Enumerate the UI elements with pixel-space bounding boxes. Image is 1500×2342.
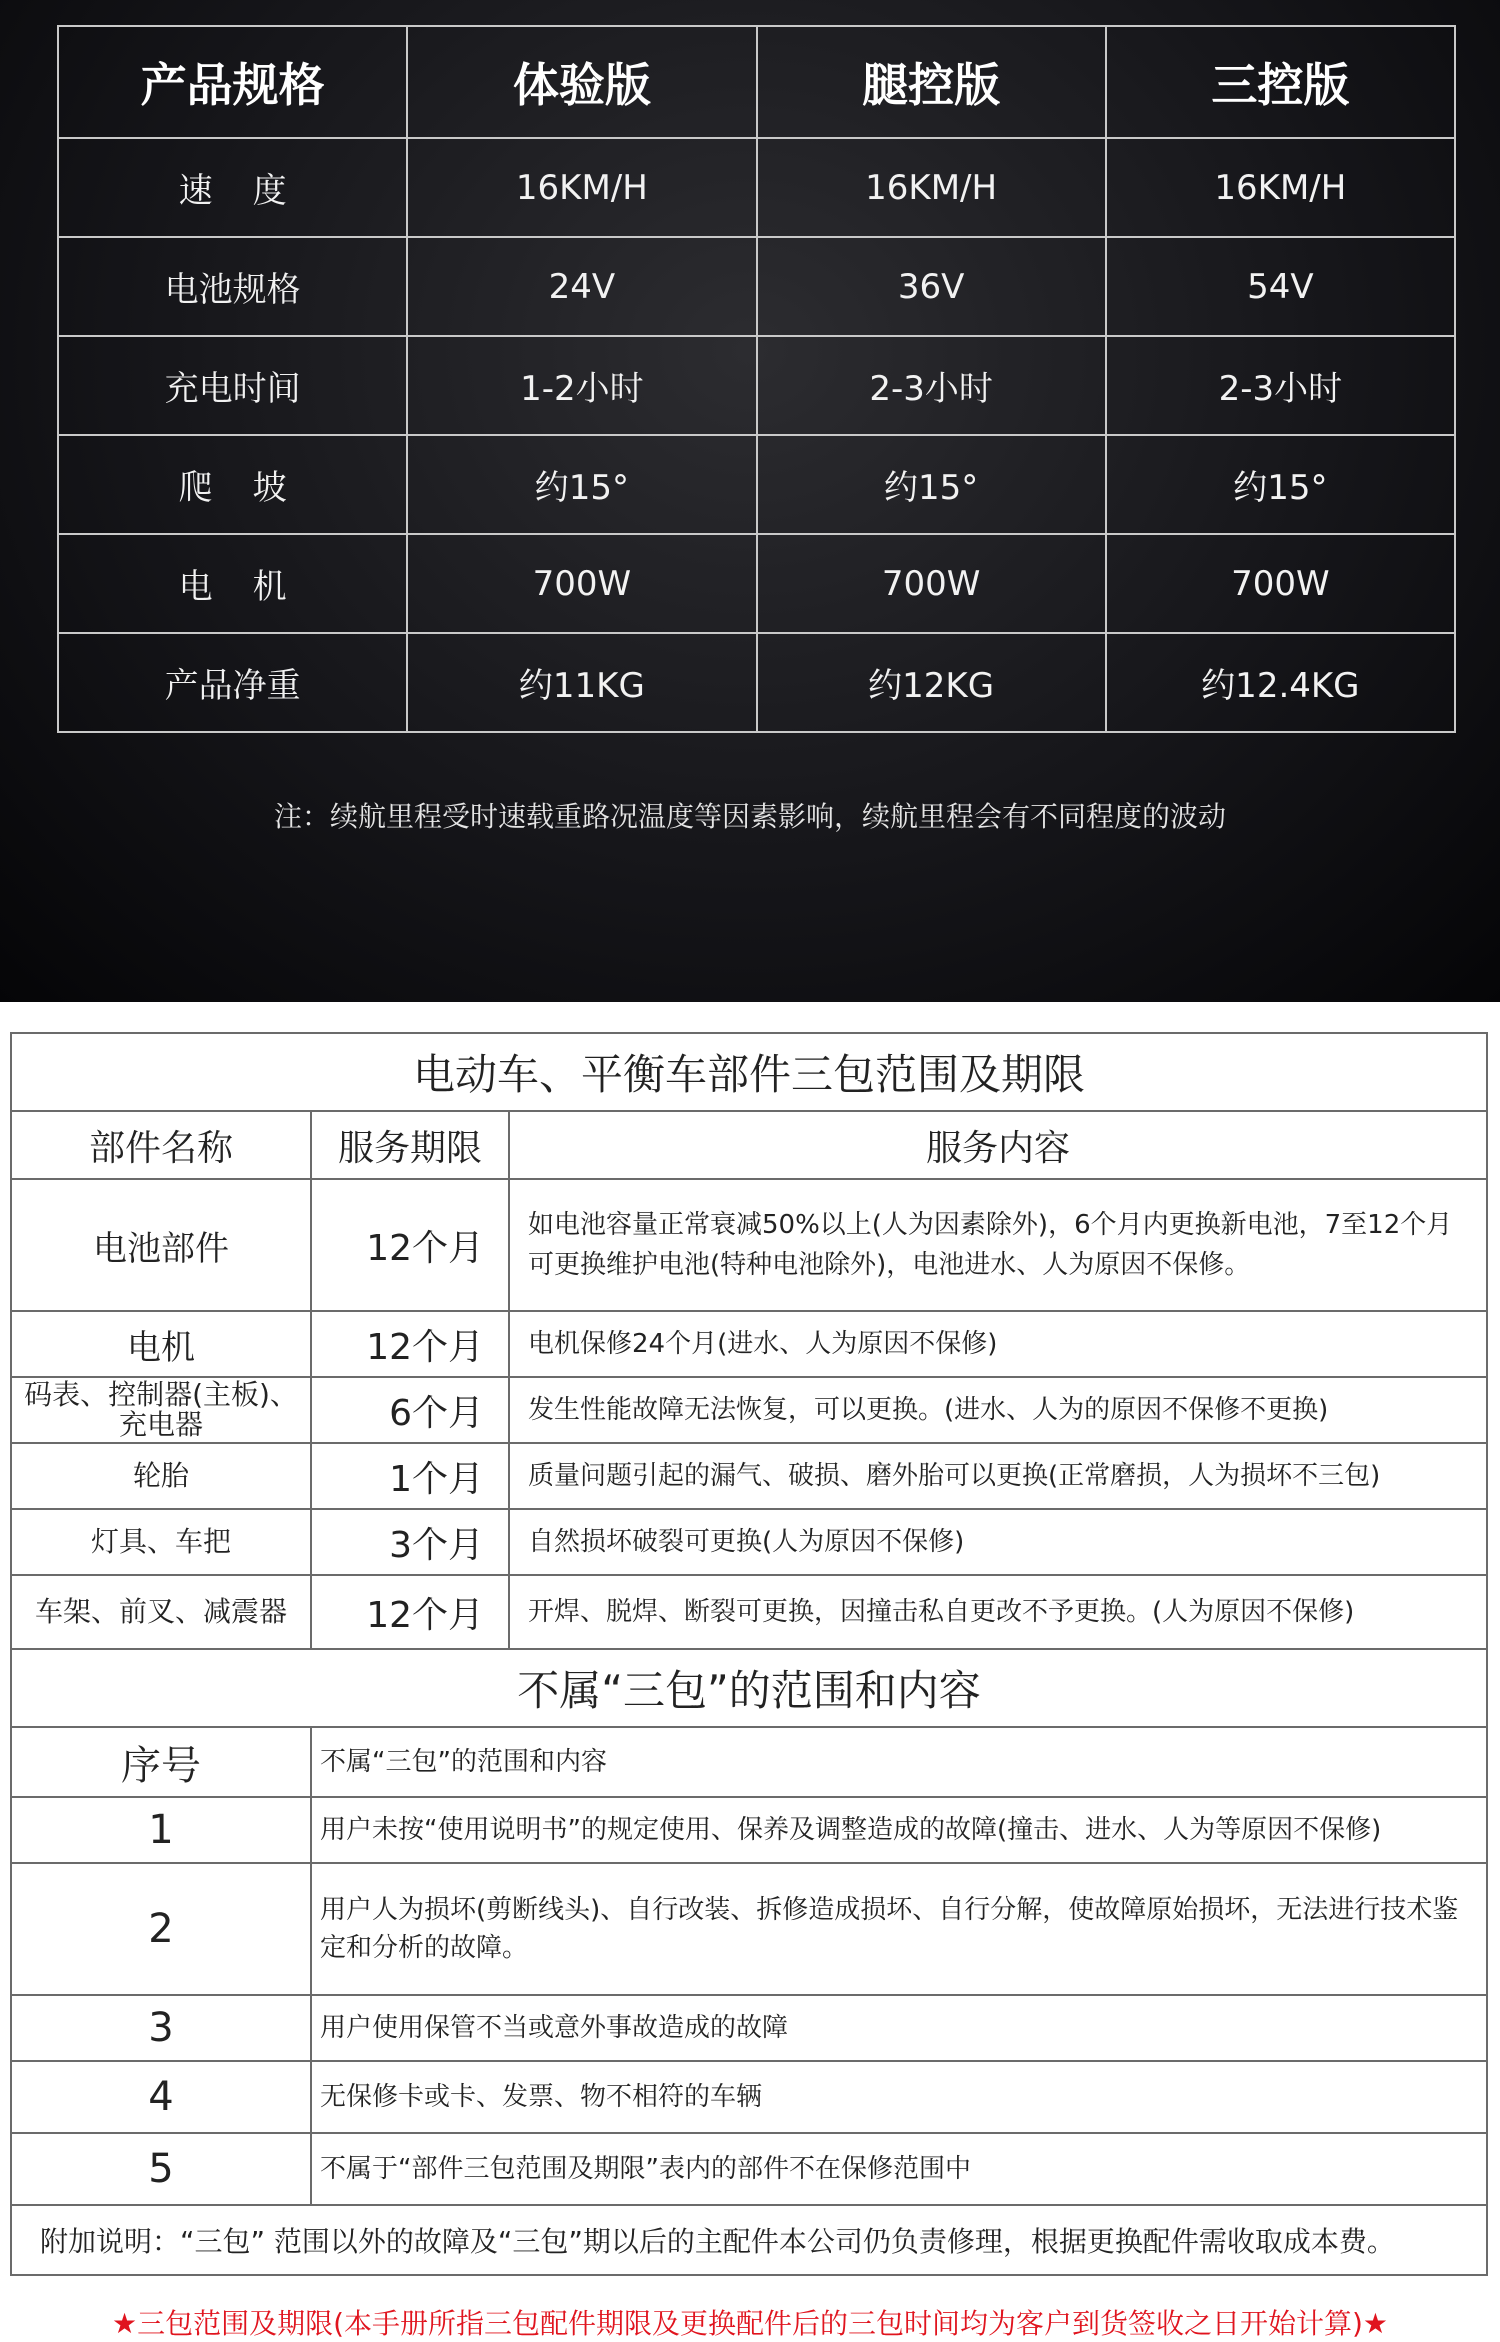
spec-section xyxy=(0,0,1500,1002)
spec-cell: 54V xyxy=(1106,237,1455,336)
warranty-row xyxy=(11,1575,1487,1649)
spec-cell: 2-3小时 xyxy=(757,336,1106,435)
spec-row-label: 电池规格 xyxy=(58,237,407,336)
spec-row xyxy=(58,237,1455,336)
warranty-part-name: 码表、控制器(主板)、充电器 xyxy=(11,1377,311,1443)
spec-row xyxy=(58,534,1455,633)
spec-row-label: 充电时间 xyxy=(58,336,407,435)
non-warranty-extra: 附加说明：“三包” 范围以外的故障及“三包”期以后的主配件本公司仍负责修理，根据更换配件需收取成本费。 xyxy=(11,2205,1487,2275)
non-warranty-content: 用户使用保管不当或意外事故造成的故障 xyxy=(311,1995,1487,2061)
warranty-row xyxy=(11,1509,1487,1575)
spec-row-label: 速度 xyxy=(58,138,407,237)
spec-header-cell: 三控版 xyxy=(1106,26,1455,138)
spec-cell: 约11KG xyxy=(407,633,756,732)
spec-cell: 约12.4KG xyxy=(1106,633,1455,732)
warranty-period: 6个月 xyxy=(311,1377,509,1443)
spec-cell: 约12KG xyxy=(757,633,1106,732)
non-warranty-row xyxy=(11,2133,1487,2205)
warranty-section xyxy=(0,1002,1500,2340)
warranty-period: 12个月 xyxy=(311,1311,509,1377)
warranty-row xyxy=(11,1377,1487,1443)
warranty-content: 自然损坏破裂可更换(人为原因不保修) xyxy=(509,1509,1487,1575)
non-warranty-num: 1 xyxy=(11,1797,311,1863)
spec-header-cell: 产品规格 xyxy=(58,26,407,138)
spec-cell: 约15° xyxy=(757,435,1106,534)
non-warranty-row xyxy=(11,1863,1487,1995)
spec-cell: 16KM/H xyxy=(1106,138,1455,237)
non-warranty-content: 用户人为损坏(剪断线头)、自行改装、拆修造成损坏、自行分解，使故障原始损坏，无法进行技术鉴定和分析的故障。 xyxy=(311,1863,1487,1995)
spec-row xyxy=(58,336,1455,435)
spec-cell: 2-3小时 xyxy=(1106,336,1455,435)
non-warranty-content: 无保修卡或卡、发票、物不相符的车辆 xyxy=(311,2061,1487,2133)
spec-cell: 约15° xyxy=(407,435,756,534)
non-warranty-content: 不属于“部件三包范围及期限”表内的部件不在保修范围中 xyxy=(311,2133,1487,2205)
non-warranty-content: 用户未按“使用说明书”的规定使用、保养及调整造成的故障(撞击、进水、人为等原因不保修) xyxy=(311,1797,1487,1863)
non-warranty-title-row xyxy=(11,1649,1487,1727)
spec-row-label: 电机 xyxy=(58,534,407,633)
non-warranty-row xyxy=(11,1995,1487,2061)
warranty-period: 12个月 xyxy=(311,1575,509,1649)
non-warranty-num: 5 xyxy=(11,2133,311,2205)
warranty-row xyxy=(11,1311,1487,1377)
non-warranty-title: 不属“三包”的范围和内容 xyxy=(11,1649,1487,1727)
spec-header-cell: 体验版 xyxy=(407,26,756,138)
non-warranty-num: 3 xyxy=(11,1995,311,2061)
warranty-period: 1个月 xyxy=(311,1443,509,1509)
non-warranty-extra-row xyxy=(11,2205,1487,2275)
spec-cell: 16KM/H xyxy=(757,138,1106,237)
warranty-title-row xyxy=(11,1033,1487,1111)
warranty-header-row xyxy=(11,1111,1487,1179)
spec-row-label: 产品净重 xyxy=(58,633,407,732)
spec-header-cell: 腿控版 xyxy=(757,26,1106,138)
warranty-row xyxy=(11,1179,1487,1311)
spec-cell: 36V xyxy=(757,237,1106,336)
spec-row xyxy=(58,435,1455,534)
warranty-part-name: 电机 xyxy=(11,1311,311,1377)
warranty-part-name: 电池部件 xyxy=(11,1179,311,1311)
warranty-part-name: 灯具、车把 xyxy=(11,1509,311,1575)
spec-row xyxy=(58,138,1455,237)
warranty-period: 12个月 xyxy=(311,1179,509,1311)
non-warranty-header-content: 不属“三包”的范围和内容 xyxy=(311,1727,1487,1797)
spec-header-row xyxy=(58,26,1455,138)
spec-cell: 24V xyxy=(407,237,756,336)
spec-cell: 700W xyxy=(1106,534,1455,633)
non-warranty-header-row xyxy=(11,1727,1487,1797)
warranty-content: 如电池容量正常衰减50%以上(人为因素除外)，6个月内更换新电池，7至12个月可更换维护电池(特种电池除外)，电池进水、人为原因不保修。 xyxy=(509,1179,1487,1311)
bottom-note: ★三包范围及期限(本手册所指三包配件期限及更换配件后的三包时间均为客户到货签收之日开始计算)★ xyxy=(111,2307,1389,2340)
warranty-part-name: 轮胎 xyxy=(11,1443,311,1509)
warranty-content: 质量问题引起的漏气、破损、磨外胎可以更换(正常磨损，人为损坏不三包) xyxy=(509,1443,1487,1509)
spec-row-label: 爬坡 xyxy=(58,435,407,534)
warranty-part-name: 车架、前叉、减震器 xyxy=(11,1575,311,1649)
warranty-row xyxy=(11,1443,1487,1509)
warranty-title: 电动车、平衡车部件三包范围及期限 xyxy=(11,1033,1487,1111)
non-warranty-header-num: 序号 xyxy=(11,1727,311,1797)
non-warranty-row xyxy=(11,1797,1487,1863)
warranty-content: 开焊、脱焊、断裂可更换，因撞击私自更改不予更换。(人为原因不保修) xyxy=(509,1575,1487,1649)
non-warranty-row xyxy=(11,2061,1487,2133)
spec-cell: 约15° xyxy=(1106,435,1455,534)
spec-row xyxy=(58,633,1455,732)
warranty-content: 发生性能故障无法恢复，可以更换。(进水、人为的原因不保修不更换) xyxy=(509,1377,1487,1443)
spec-note: 注：续航里程受时速载重路况温度等因素影响，续航里程会有不同程度的波动 xyxy=(273,800,1226,833)
warranty-period: 3个月 xyxy=(311,1509,509,1575)
warranty-header-cell: 部件名称 xyxy=(11,1111,311,1179)
warranty-header-cell: 服务内容 xyxy=(509,1111,1487,1179)
non-warranty-num: 2 xyxy=(11,1863,311,1995)
warranty-content: 电机保修24个月(进水、人为原因不保修) xyxy=(509,1311,1487,1377)
spec-cell: 700W xyxy=(757,534,1106,633)
warranty-table xyxy=(10,1032,1488,2276)
spec-cell: 700W xyxy=(407,534,756,633)
spec-cell: 16KM/H xyxy=(407,138,756,237)
spec-cell: 1-2小时 xyxy=(407,336,756,435)
non-warranty-num: 4 xyxy=(11,2061,311,2133)
warranty-header-cell: 服务期限 xyxy=(311,1111,509,1179)
spec-table xyxy=(57,25,1456,733)
